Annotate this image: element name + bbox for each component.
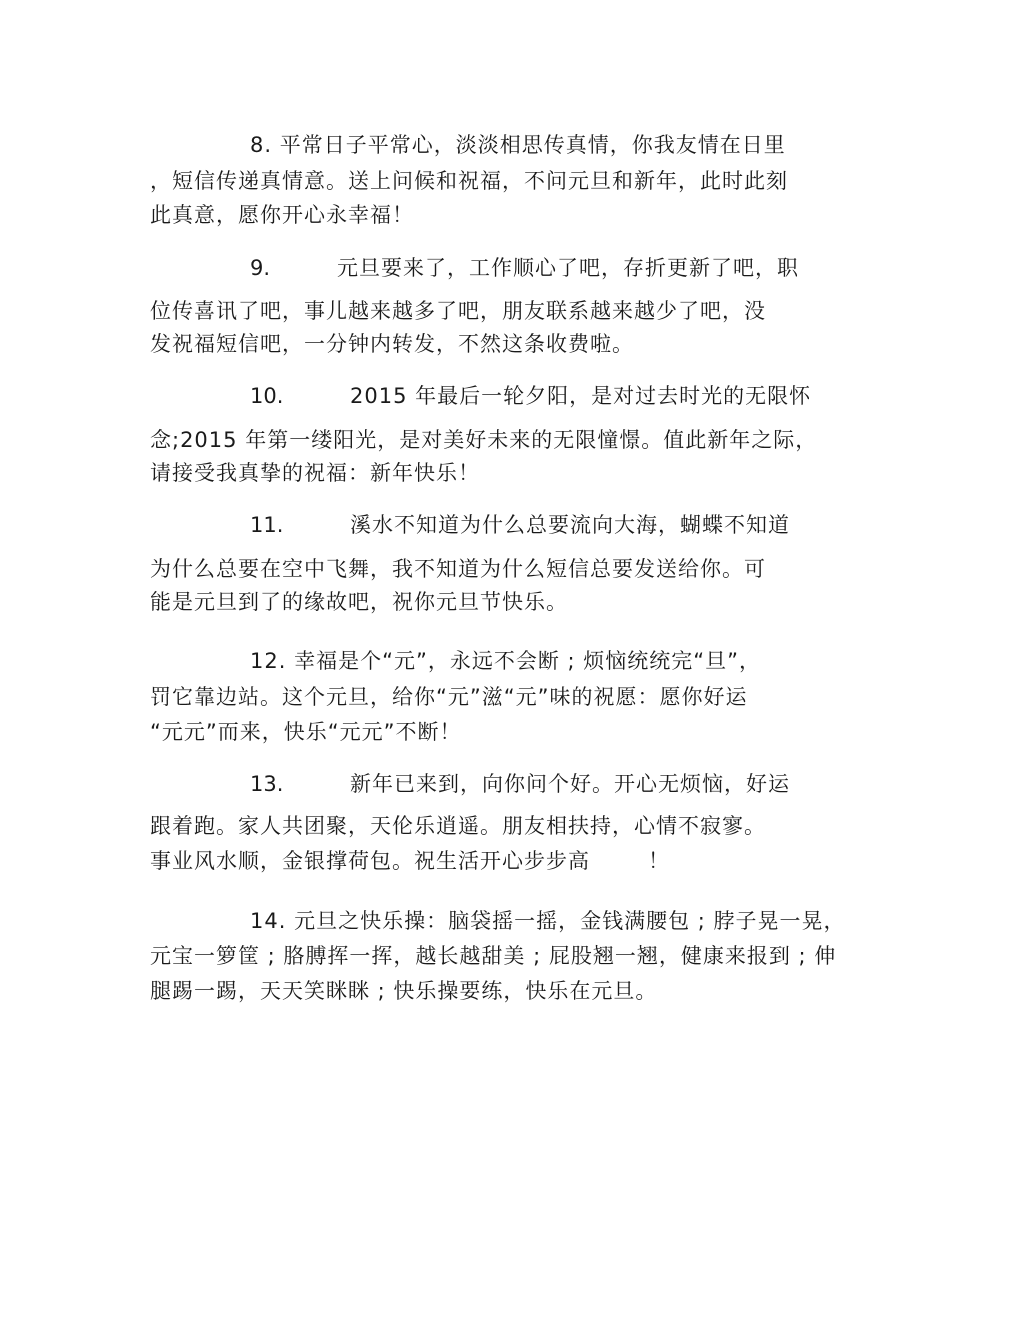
item-13-number: 13.	[250, 772, 284, 796]
item-10-number: 10.	[250, 384, 284, 408]
item-10-line-2: 念;2015 年第一缕阳光，是对美好未来的无限憧憬。值此新年之际，	[150, 428, 818, 452]
item-11-line-3: 能是元旦到了的缘故吧，祝你元旦节快乐。	[150, 590, 568, 614]
item-11-line-2: 为什么总要在空中飞舞，我不知道为什么短信总要发送给你。可	[150, 557, 766, 581]
item-13-line-2: 跟着跑。家人共团聚，天伦乐逍遥。朋友相扶持，心情不寂寥。	[150, 814, 766, 838]
item-9-line-3: 发祝福短信吧，一分钟内转发，不然这条收费啦。	[150, 332, 634, 356]
item-9-number: 9.	[250, 256, 271, 280]
item-13-line-1: 新年已来到，向你问个好。开心无烦恼，好运	[350, 772, 790, 796]
item-9-line-2: 位传喜讯了吧，事儿越来越多了吧，朋友联系越来越少了吧，没	[150, 299, 766, 323]
item-10-line-1: 2015 年最后一轮夕阳，是对过去时光的无限怀	[350, 384, 812, 408]
item-14-line-2: 元宝一箩筐 ; 胳膊挥一挥，越长越甜美 ; 屁股翘一翘，健康来报到 ; 伸	[150, 944, 837, 968]
item-14-line-1: 14. 元旦之快乐操：脑袋摇一摇，金钱满腰包 ; 脖子晃一晃，	[250, 909, 846, 933]
item-11-number: 11.	[250, 513, 284, 537]
item-14-line-3: 腿踢一踢，天天笑眯眯 ; 快乐操要练，快乐在元旦。	[150, 979, 658, 1003]
item-13-exclamation: ！	[648, 849, 670, 873]
item-8-line-1: 8. 平常日子平常心，淡淡相思传真情，你我友情在日里	[250, 133, 786, 157]
item-8-line-2: ，短信传递真情意。送上问候和祝福，不问元旦和新年，此时此刻	[150, 169, 788, 193]
item-12-line-1: 12. 幸福是个“元”，永远不会断 ; 烦恼统统完“旦”，	[250, 649, 762, 673]
item-9-line-1: 元旦要来了，工作顺心了吧，存折更新了吧，职	[337, 256, 799, 280]
item-10-line-3: 请接受我真挚的祝福：新年快乐！	[150, 461, 480, 485]
item-8-line-3: 此真意，愿你开心永幸福！	[150, 203, 414, 227]
item-11-line-1: 溪水不知道为什么总要流向大海，蝴蝶不知道	[350, 513, 790, 537]
item-12-line-3: “元元”而来，快乐“元元”不断！	[150, 720, 462, 744]
item-13-line-3: 事业风水顺，金银撑荷包。祝生活开心步步高	[150, 849, 590, 873]
item-12-line-2: 罚它靠边站。这个元旦，给你“元”滋“元”味的祝愿：愿你好运	[150, 685, 748, 709]
